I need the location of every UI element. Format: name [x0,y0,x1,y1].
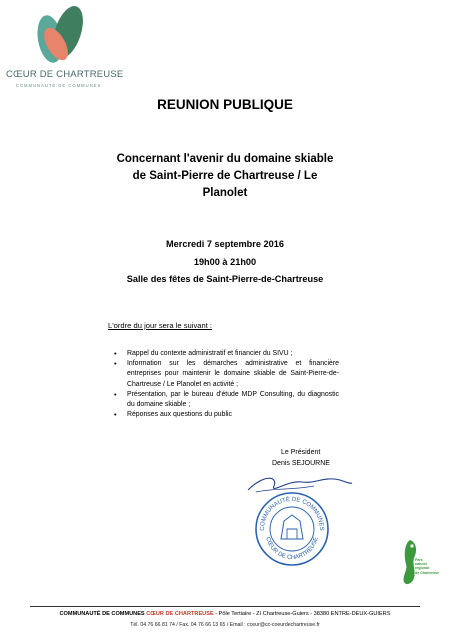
agenda-item: • Information sur les démarches administrative et financière entreprises pour maintenir le domaine skiable de Saint-Pierre-de-Chartreuse / Le Planolet en activité ; [127,359,339,390]
leaf-logo-icon [16,4,101,66]
stamp-top-text: COMMUNAUTÉ DE COMMUNES [259,496,325,531]
official-stamp [254,491,330,567]
footer-contacts: Tél. 04 76 66 81 74 / Fax. 04 76 66 13 65 / Email : cceur@cc-coeurdechartreuse.fr [130,622,320,628]
logo-name: CŒUR DE CHARTREUSE [6,69,124,80]
meeting-time: 19h00 à 21h00 [193,256,257,267]
agenda-intro: L'ordre du jour sera le suivant : [108,321,213,330]
meeting-details [0,236,450,289]
meeting-date: Mercredi 7 septembre 2016 [166,239,284,249]
footer-brand: CŒUR DE CHARTREUSE [146,611,214,617]
page-title: REUNION PUBLIQUE [157,97,293,112]
footer-address-text: - Pôle Tertiaire - ZI Chartreuse-Guiers - 38380 ENTRE-DEUX-GUIERS [213,611,391,617]
meeting-place: Salle des fêtes de Saint-Pierre-de-Chartreuse [126,274,324,284]
signatory-role: Le Président [281,449,321,456]
stamp-bottom-text: CŒUR DE CHARTREUSE [264,536,320,562]
agenda-item: • Réponses aux questions du public [127,410,339,420]
cc-logo [6,4,124,94]
parc-label: Parc naturel régional de Chartreuse [415,558,440,575]
meeting-subject: Concernant l'avenir du domaine skiable de Saint-Pierre de Chartreuse / Le Planolet [116,153,334,199]
footer-org: COMMUNAUTÉ DE COMMUNES [59,611,145,617]
agenda-list [127,349,339,420]
agenda-item: • Présentation, par le bureau d'étude MDP Consulting, du diagnostic du domaine skiable ; [127,390,339,410]
signatory-name: Denis SEJOURNE [272,460,330,467]
logo-subtitle: COMMUNAUTÉ DE COMMUNES [15,83,102,88]
agenda-item: • Rappel du contexte administratif et financier du SIVU ; [127,349,339,359]
footer-divider [30,606,420,607]
footer-address [0,611,450,617]
